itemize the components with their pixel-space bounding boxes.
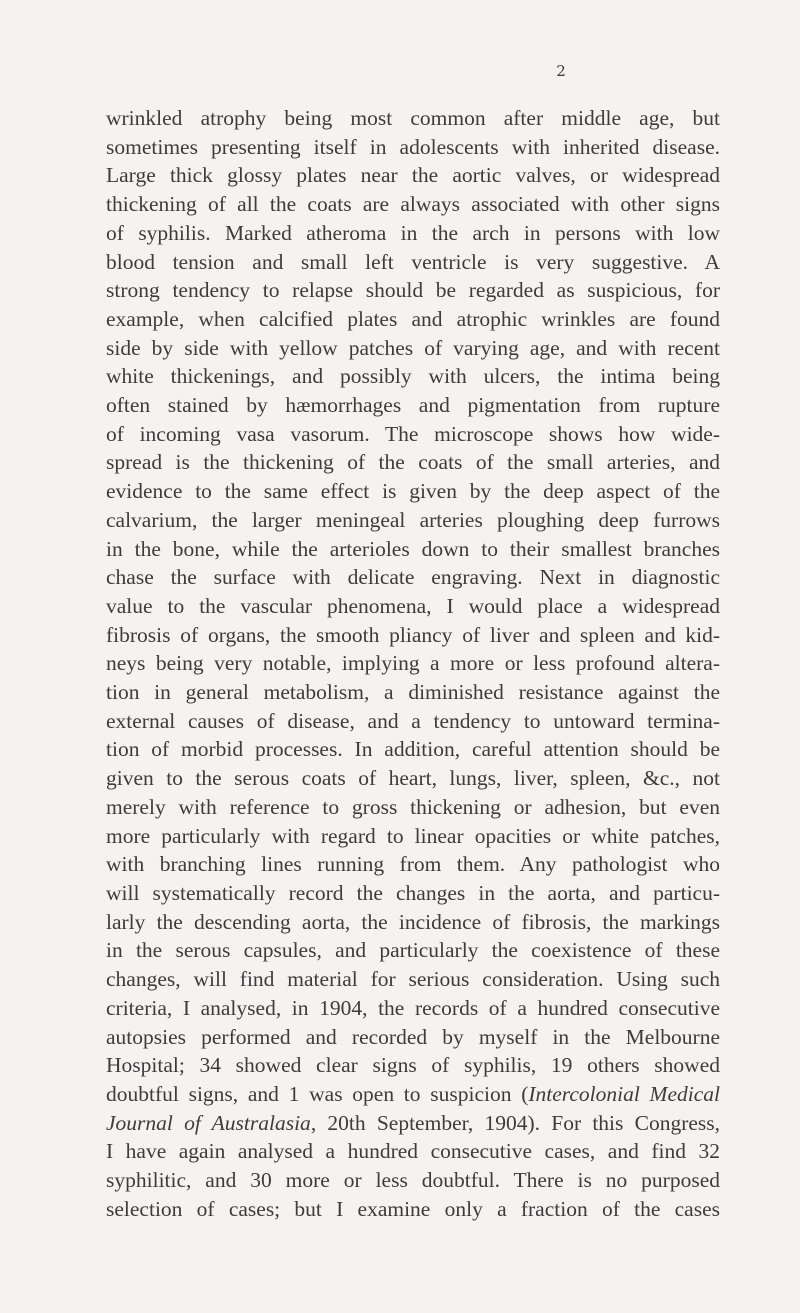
text-line	[106, 936, 720, 965]
text-line	[106, 420, 720, 449]
text-segment: Large thick glossy plates near the aortic valves, or widespread	[106, 163, 720, 188]
text-segment: will systematically record the changes in the aorta, and particu-	[106, 880, 720, 905]
text-segment: in the bone, while the arterioles down to their smallest branches	[106, 536, 720, 561]
text-segment: evidence to the same effect is given by the deep aspect of the	[106, 479, 720, 504]
text-segment: given to the serous coats of heart, lungs, liver, spleen, &c., not	[106, 766, 720, 791]
text-segment: neys being very notable, implying a more or less profound altera-	[106, 651, 720, 676]
text-segment: spread is the thickening of the coats of the small arteries, and	[106, 450, 720, 475]
text-line	[106, 1023, 720, 1052]
text-line	[106, 563, 720, 592]
text-segment: strong tendency to relapse should be regarded as suspicious, for	[106, 278, 720, 303]
text-line	[106, 1137, 720, 1166]
text-segment: thickening of all the coats are always associated with other signs	[106, 192, 720, 217]
text-segment: side by side with yellow patches of varying age, and with recent	[106, 335, 720, 360]
text-line	[106, 305, 720, 334]
text-segment: blood tension and small left ventricle is very suggestive. A	[106, 249, 720, 274]
italic-citation: Journal of Australasia	[106, 1110, 311, 1135]
text-line	[106, 592, 720, 621]
text-line	[106, 219, 720, 248]
text-segment: changes, will find material for serious consideration. Using such	[106, 967, 720, 992]
text-line	[106, 477, 720, 506]
text-line	[106, 248, 720, 277]
text-line	[106, 793, 720, 822]
text-segment: chase the surface with delicate engraving. Next in diagnostic	[106, 565, 720, 590]
text-line	[106, 104, 720, 133]
text-line	[106, 334, 720, 363]
text-segment: merely with reference to gross thickening or adhesion, but even	[106, 794, 720, 819]
text-line	[106, 190, 720, 219]
text-segment: tion of morbid processes. In addition, careful attention should be	[106, 737, 720, 762]
text-line	[106, 276, 720, 305]
text-line	[106, 649, 720, 678]
text-segment: wrinkled atrophy being most common after middle age, but	[106, 106, 720, 130]
text-segment: of syphilis. Marked atheroma in the arch in persons with low	[106, 220, 720, 245]
text-segment: example, when calcified plates and atrophic wrinkles are found	[106, 306, 720, 331]
text-line	[106, 678, 720, 707]
text-line	[106, 362, 720, 391]
text-line	[106, 621, 720, 650]
text-segment: larly the descending aorta, the incidence of fibrosis, the markings	[106, 909, 720, 934]
text-segment: with branching lines running from them. Any pathologist who	[106, 852, 720, 877]
text-line	[106, 908, 720, 937]
text-line	[106, 850, 720, 879]
text-line	[106, 735, 720, 764]
page-number: 2	[556, 62, 566, 80]
text-segment: syphilitic, and 30 more or less doubtful. There is no purposed	[106, 1168, 720, 1193]
text-segment: autopsies performed and recorded by myself in the Melbourne	[106, 1024, 720, 1049]
body-text	[106, 104, 720, 1223]
text-line	[106, 879, 720, 908]
text-line	[106, 1080, 720, 1109]
text-line	[106, 707, 720, 736]
text-segment: external causes of disease, and a tendency to untoward termina-	[106, 708, 720, 733]
text-line	[106, 506, 720, 535]
text-line	[106, 965, 720, 994]
text-segment: fibrosis of organs, the smooth pliancy of liver and spleen and kid-	[106, 622, 720, 647]
text-line	[106, 535, 720, 564]
text-segment: doubtful signs, and 1 was open to suspicion (	[106, 1081, 529, 1106]
text-segment: value to the vascular phenomena, I would place a widespread	[106, 593, 720, 618]
text-line	[106, 994, 720, 1023]
text-segment: sometimes presenting itself in adolescents with inherited disease.	[106, 134, 720, 159]
text-segment: calvarium, the larger meningeal arteries ploughing deep furrows	[106, 507, 720, 532]
text-segment: selection of cases; but I examine only a fraction of the cases	[106, 1196, 720, 1221]
text-line	[106, 1166, 720, 1195]
text-segment: often stained by hæmorrhages and pigmentation from rupture	[106, 393, 720, 418]
text-segment: criteria, I analysed, in 1904, the records of a hundred consecutive	[106, 995, 720, 1020]
text-segment: tion in general metabolism, a diminished resistance against the	[106, 680, 720, 705]
text-line	[106, 764, 720, 793]
text-segment: , 20th September, 1904). For this Congress,	[310, 1110, 721, 1135]
text-segment: of incoming vasa vasorum. The microscope shows how wide-	[106, 421, 720, 446]
text-line	[106, 133, 720, 162]
text-line	[106, 391, 720, 420]
text-line	[106, 448, 720, 477]
text-segment: Hospital; 34 showed clear signs of syphilis, 19 others showed	[106, 1053, 720, 1078]
text-segment: white thickenings, and possibly with ulcers, the intima being	[106, 364, 720, 389]
text-line	[106, 1195, 720, 1224]
text-line	[106, 1109, 720, 1138]
text-segment: I have again analysed a hundred consecutive cases, and find 32	[106, 1139, 720, 1164]
text-line	[106, 161, 720, 190]
text-segment: more particularly with regard to linear opacities or white patches,	[106, 823, 720, 848]
italic-citation: Intercolonial Medical	[528, 1081, 720, 1106]
text-line	[106, 822, 720, 851]
text-line	[106, 1051, 720, 1080]
text-segment: in the serous capsules, and particularly the coexistence of these	[106, 938, 720, 963]
